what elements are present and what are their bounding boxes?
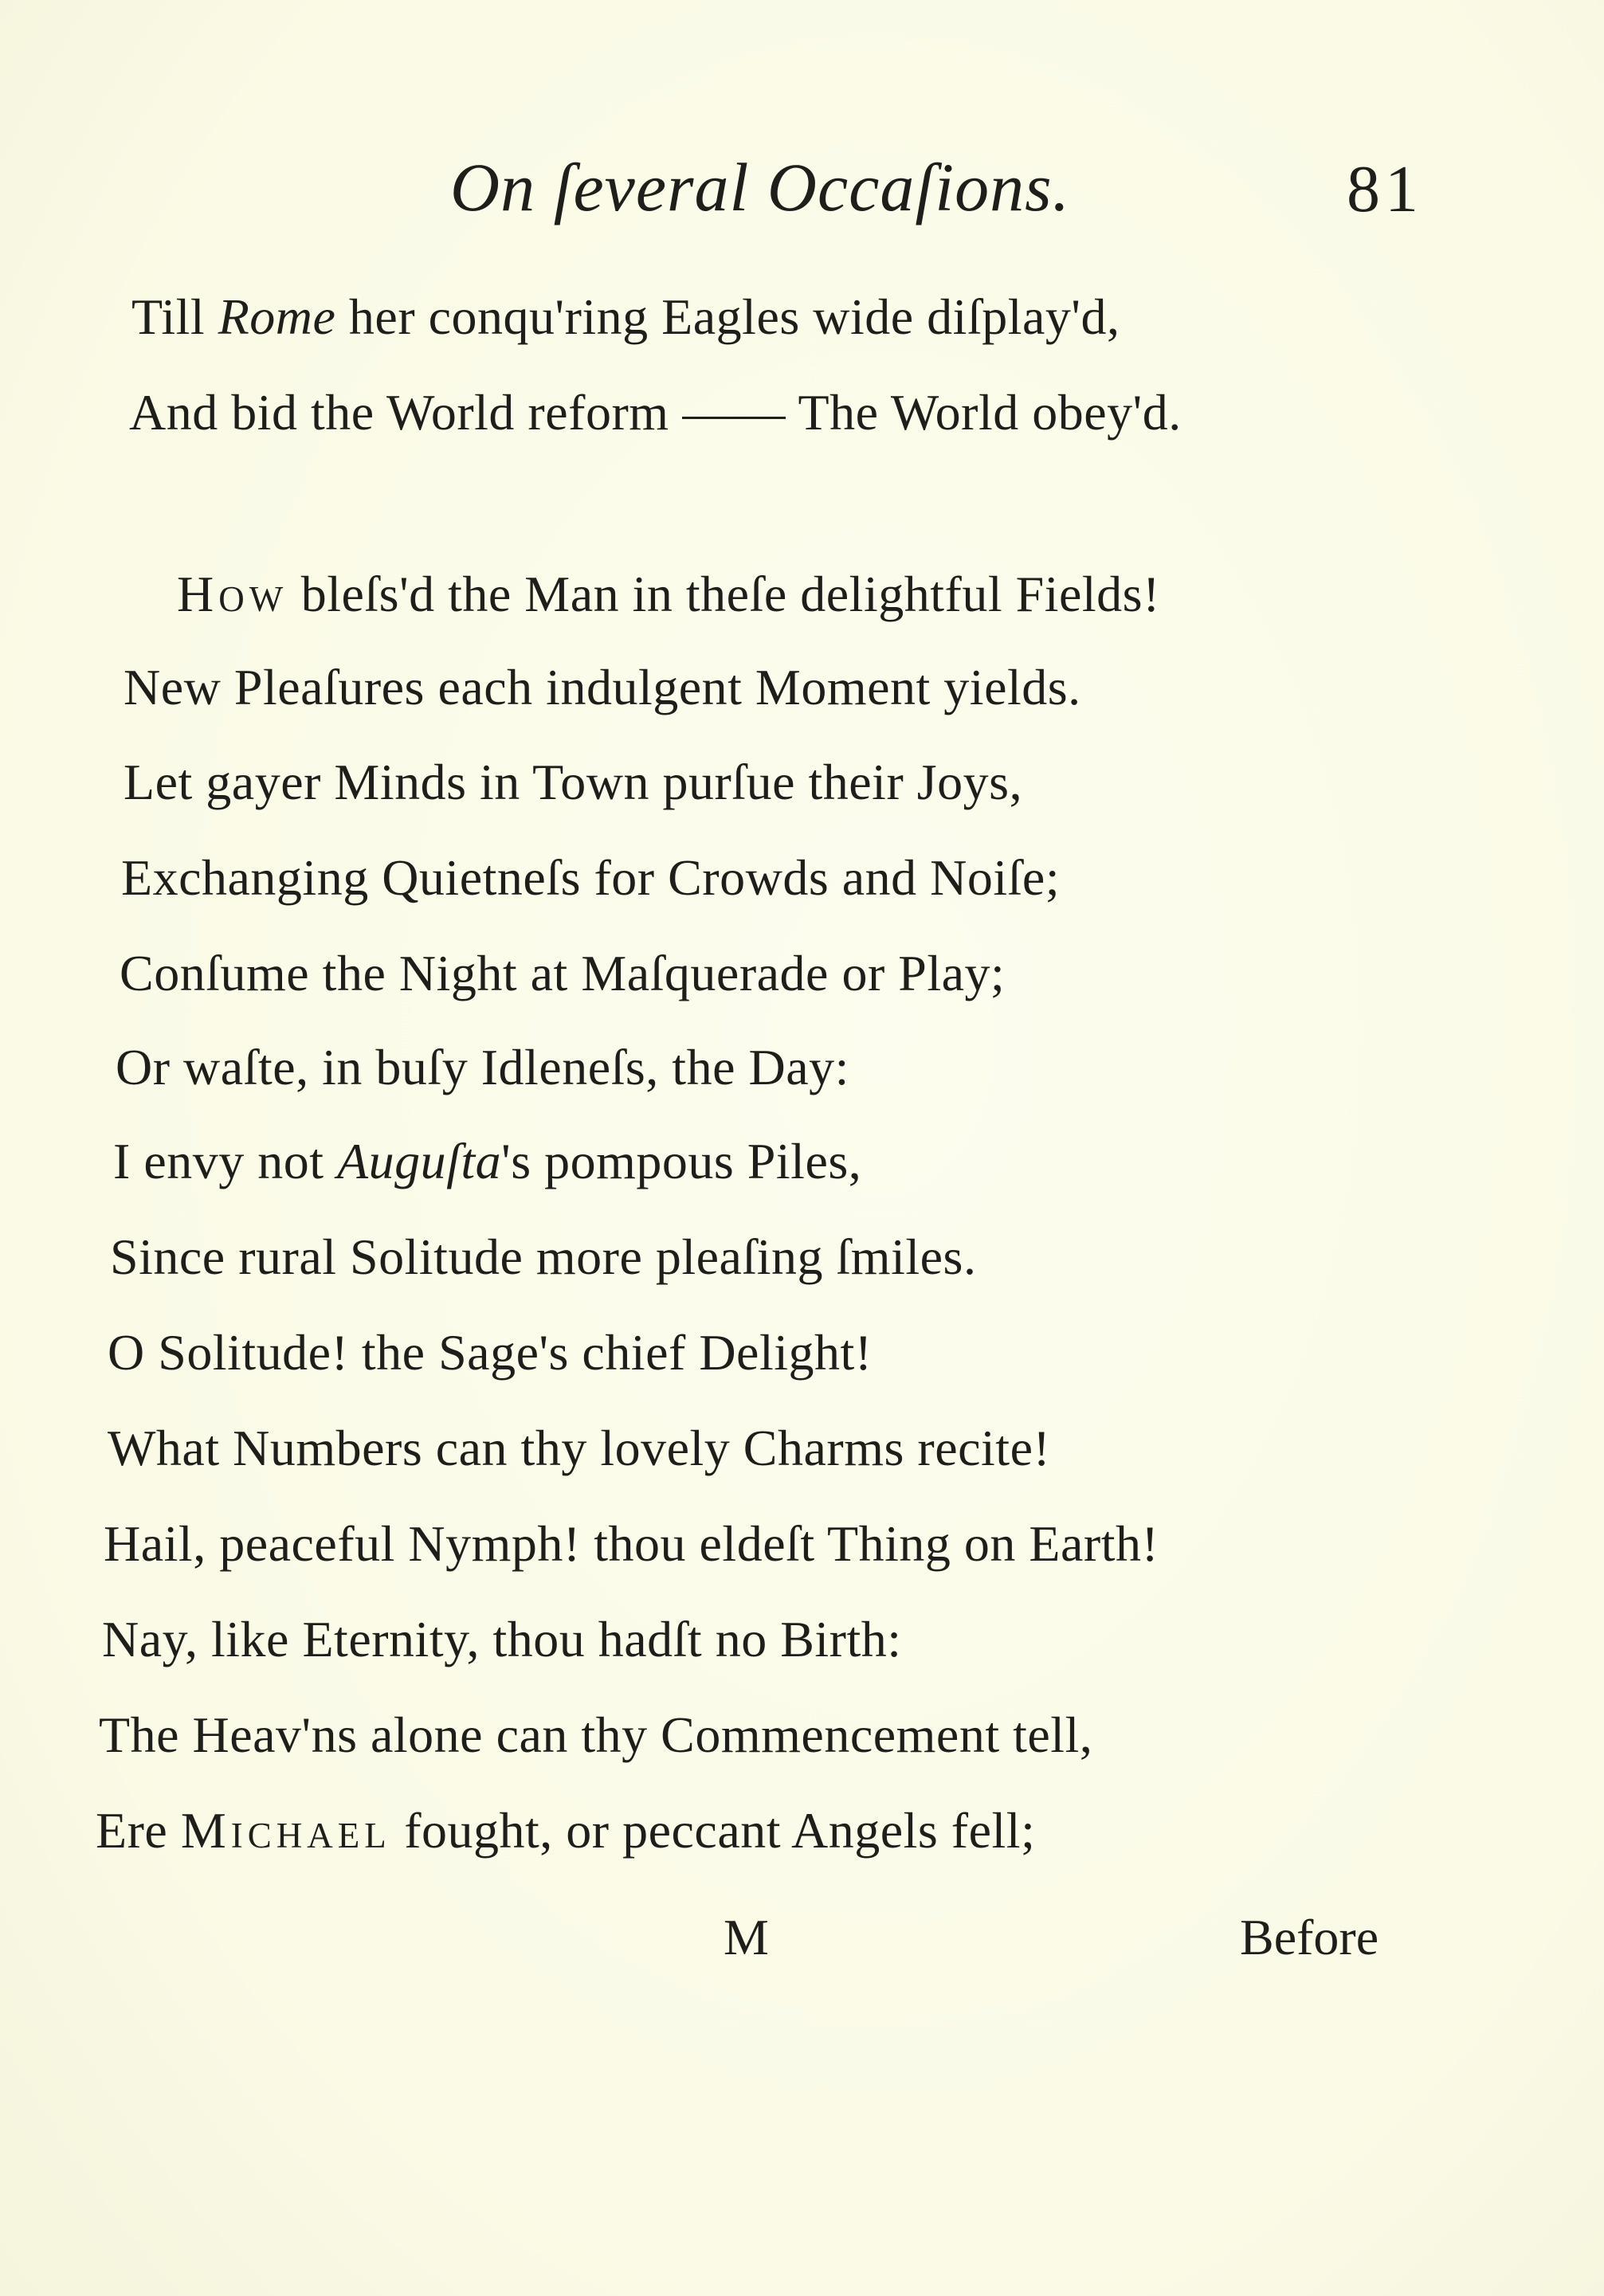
poem-line: I envy not Auguſta's pompous Piles, [113,1133,862,1189]
poem-line: Ere Michael fought, or peccant Angels fell; [96,1802,1036,1859]
poem-line: Till Rome her conqu'ring Eagles wide diſplay'd, [131,288,1120,345]
poem-line: Nay, like Eternity, thou hadſt no Birth: [102,1611,902,1667]
signature-mark: M [724,1909,769,1965]
poem-line: How bleſs'd the Man in theſe delightful Fields! [177,566,1160,622]
em-dash-rule [682,417,786,419]
poem-line: New Pleaſures each indulgent Moment yields. [124,659,1081,715]
poem-line: Exchanging Quietneſs for Crowds and Noiſe; [121,849,1061,906]
running-head [0,147,1604,235]
catchword: Before [1240,1909,1379,1965]
poem-line: Let gayer Minds in Town purſue their Joys, [124,754,1023,810]
poem-line: O Solitude! the Sage's chief Delight! [108,1324,873,1381]
poem-line: Conſume the Night at Maſquerade or Play; [120,945,1006,1001]
page-title: On ſeveral Occaſions. [450,149,1071,225]
poem-line: Hail, peaceful Nymph! thou eldeſt Thing on Earth! [104,1515,1159,1572]
page-footer [0,1908,1604,1980]
poem-line: Or waſte, in buſy Idleneſs, the Day: [116,1039,849,1095]
poem-line: What Numbers can thy lovely Charms recite! [108,1420,1051,1476]
poem-line: The Heav'ns alone can thy Commencement tell, [99,1706,1093,1763]
page-number: 81 [1347,152,1423,226]
poem-line: Since rural Solitude more pleaſing ſmiles. [110,1228,977,1285]
poem-line: And bid the World reform The World obey'd. [129,384,1182,441]
